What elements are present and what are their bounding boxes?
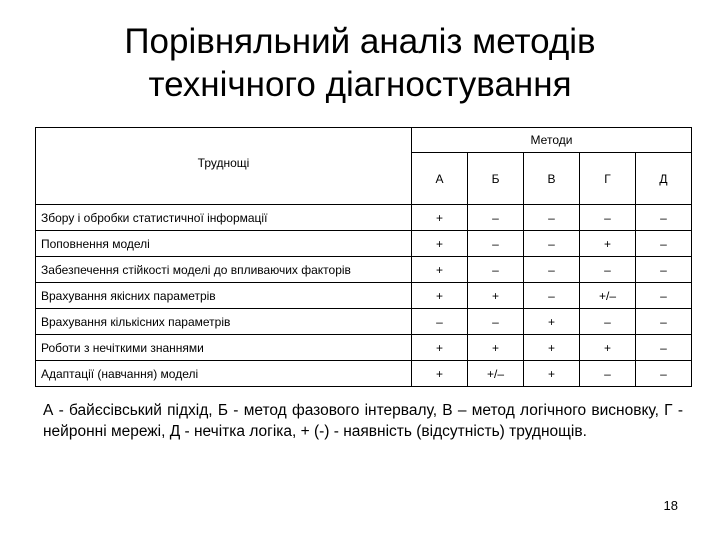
cell-value: +	[524, 335, 580, 361]
cell-value: +	[412, 205, 468, 231]
method-letter-g: Г	[580, 153, 636, 205]
method-letter-a: А	[412, 153, 468, 205]
row-label: Врахування якісних параметрів	[36, 283, 412, 309]
table-row	[36, 283, 692, 309]
cell-value: –	[468, 309, 524, 335]
table-row	[36, 361, 692, 387]
methods-header: Методи	[412, 128, 692, 153]
row-label: Адаптації (навчання) моделі	[36, 361, 412, 387]
cell-value: –	[636, 361, 692, 387]
cell-value: +	[468, 335, 524, 361]
cell-value: –	[580, 205, 636, 231]
cell-value: +	[412, 283, 468, 309]
cell-value: +	[412, 335, 468, 361]
cell-value: –	[580, 309, 636, 335]
cell-value: –	[524, 283, 580, 309]
cell-value: –	[636, 309, 692, 335]
cell-value: –	[636, 257, 692, 283]
cell-value: –	[524, 231, 580, 257]
cell-value: –	[524, 205, 580, 231]
cell-value: –	[636, 231, 692, 257]
legend-text: А ‑ байєсівський підхід, Б ‑ метод фазового інтервалу, В – метод логічного висновку, Г ‑ нейронні мережі, Д ‑ нечітка логіка, + (-) ‑ наявність (відсутність) труднощів.	[43, 402, 683, 440]
cell-value: +	[524, 361, 580, 387]
method-letter-d: Д	[636, 153, 692, 205]
cell-value: +	[412, 231, 468, 257]
difficulties-header: Труднощі	[36, 128, 412, 205]
cell-value: +	[412, 361, 468, 387]
slide-title	[0, 20, 720, 106]
cell-value: –	[636, 205, 692, 231]
cell-value: –	[580, 361, 636, 387]
table-row	[36, 205, 692, 231]
cell-value: +	[524, 309, 580, 335]
cell-value: –	[468, 257, 524, 283]
cell-value: +/–	[468, 361, 524, 387]
comparison-table	[35, 127, 692, 387]
cell-value: –	[580, 257, 636, 283]
method-letter-b: Б	[468, 153, 524, 205]
cell-value: –	[636, 335, 692, 361]
table-row	[36, 309, 692, 335]
cell-value: –	[468, 231, 524, 257]
row-label: Роботи з нечіткими знаннями	[36, 335, 412, 361]
cell-value: +	[468, 283, 524, 309]
table-row	[36, 231, 692, 257]
table-row	[36, 257, 692, 283]
row-label: Збору і обробки статистичної інформації	[36, 205, 412, 231]
cell-value: +	[580, 335, 636, 361]
page-number: 18	[663, 498, 678, 513]
title-line-2: технічного діагностування	[148, 65, 572, 104]
table-row	[36, 335, 692, 361]
title-line-1: Порівняльний аналіз методів	[124, 22, 596, 61]
cell-value: –	[636, 283, 692, 309]
row-label: Поповнення моделі	[36, 231, 412, 257]
cell-value: –	[468, 205, 524, 231]
cell-value: +	[412, 257, 468, 283]
cell-value: –	[524, 257, 580, 283]
cell-value: –	[412, 309, 468, 335]
cell-value: +/–	[580, 283, 636, 309]
row-label: Врахування кількісних параметрів	[36, 309, 412, 335]
method-letter-v: В	[524, 153, 580, 205]
row-label: Забезпечення стійкості моделі до впливаючих факторів	[36, 257, 412, 283]
cell-value: +	[580, 231, 636, 257]
